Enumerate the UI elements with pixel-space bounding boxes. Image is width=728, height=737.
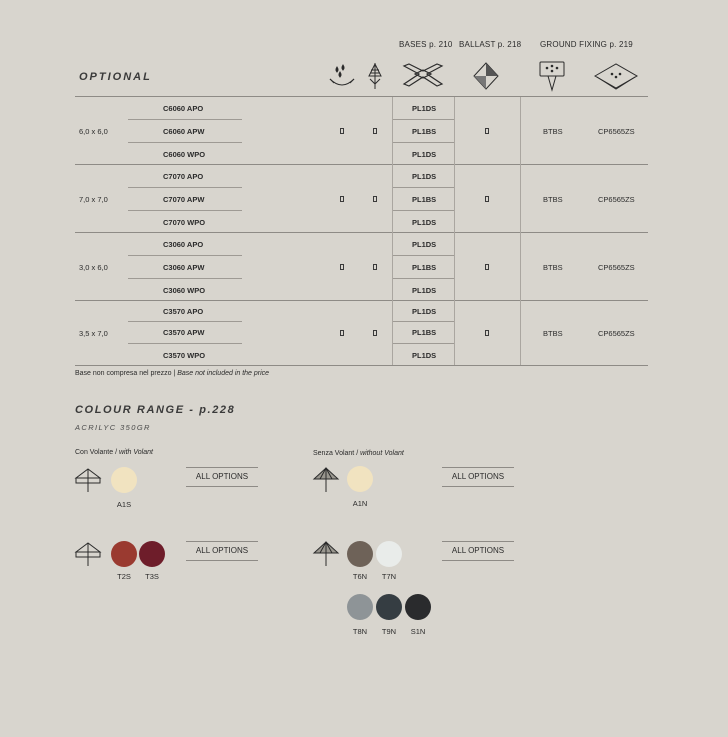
sub-rule — [393, 321, 454, 322]
base-code: PL1BS — [412, 328, 437, 337]
sub-rule — [128, 187, 242, 188]
swatch-a1n[interactable] — [347, 466, 373, 492]
base-code: PL1BS — [412, 263, 437, 272]
model-code: C3060 APO — [163, 240, 204, 249]
wind-check-mark — [373, 330, 377, 336]
model-code: C6060 WPO — [163, 150, 206, 159]
base-code: PL1DS — [412, 172, 437, 181]
cross-base-icon — [401, 62, 445, 90]
bases-column-right-rule — [454, 97, 455, 365]
wind-check-mark — [373, 128, 377, 134]
swatch-t8n[interactable] — [347, 594, 373, 620]
model-code: C3570 WPO — [163, 351, 206, 360]
swatch-label: A1N — [352, 499, 368, 508]
sub-rule — [128, 321, 242, 322]
ground-plate-icon — [593, 62, 639, 90]
all-options-button[interactable]: ALL OPTIONS — [442, 541, 514, 561]
all-options-button[interactable]: ALL OPTIONS — [186, 467, 258, 487]
water-resistant-icon — [328, 63, 356, 89]
umbrella-with-volant-icon — [74, 540, 102, 568]
size-cell: 3,0 x 6,0 — [79, 263, 108, 272]
all-options-button[interactable]: ALL OPTIONS — [442, 467, 514, 487]
without-volant-label-en: without Volant — [360, 450, 404, 457]
table-rule — [75, 164, 648, 165]
model-code: C7070 APO — [163, 172, 204, 181]
without-volant-label — [313, 450, 404, 457]
water-check-mark — [340, 264, 344, 270]
ground-spike-icon — [537, 60, 567, 92]
table-top-rule — [75, 96, 648, 97]
base-code: PL1DS — [412, 351, 437, 360]
all-options-button[interactable]: ALL OPTIONS — [186, 541, 258, 561]
model-code: C6060 APO — [163, 104, 204, 113]
swatch-a1s[interactable] — [111, 467, 137, 493]
swatch-label: A1S — [116, 500, 132, 509]
sub-rule — [128, 119, 242, 120]
model-code: C7070 WPO — [163, 218, 206, 227]
model-code: C3060 WPO — [163, 286, 206, 295]
base-price-note — [75, 370, 269, 377]
swatch-label: T3S — [145, 572, 159, 581]
base-code: PL1DS — [412, 240, 437, 249]
optional-label: OPTIONAL — [79, 71, 152, 83]
ground-fixing-header: GROUND FIXING p. 219 — [540, 40, 633, 49]
sub-rule — [128, 343, 242, 344]
colour-range-subtitle: ACRILYC 350GR — [75, 423, 151, 432]
base-price-note-en: Base not included in the price — [177, 370, 270, 377]
swatch-t9n[interactable] — [376, 594, 402, 620]
base-code: PL1BS — [412, 127, 437, 136]
sub-rule — [128, 255, 242, 256]
bases-column-left-rule — [392, 97, 393, 365]
sub-rule — [393, 142, 454, 143]
model-code: C3570 APW — [163, 328, 205, 337]
swatch-t2s[interactable] — [111, 541, 137, 567]
model-code: C3570 APO — [163, 307, 204, 316]
ground-fixing-spike-code: BTBS — [543, 127, 563, 136]
with-volant-label — [75, 449, 153, 456]
size-cell: 6,0 x 6,0 — [79, 127, 108, 136]
swatch-t7n[interactable] — [376, 541, 402, 567]
model-code: C7070 APW — [163, 195, 205, 204]
sub-rule — [393, 278, 454, 279]
with-volant-label-en: with Volant — [118, 449, 153, 456]
wind-check-mark — [373, 196, 377, 202]
ballast-check-mark — [485, 196, 489, 202]
sub-rule — [393, 187, 454, 188]
base-code: PL1DS — [412, 218, 437, 227]
sub-rule — [393, 119, 454, 120]
sub-rule — [393, 210, 454, 211]
swatch-s1n[interactable] — [405, 594, 431, 620]
base-price-note-it: Base non compresa nel prezzo | — [75, 370, 178, 377]
swatch-label: T6N — [352, 572, 368, 581]
bases-header: BASES p. 210 — [399, 40, 453, 49]
water-check-mark — [340, 128, 344, 134]
size-cell: 3,5 x 7,0 — [79, 329, 108, 338]
ballast-header: BALLAST p. 218 — [459, 40, 522, 49]
ballast-check-mark — [485, 330, 489, 336]
model-code: C6060 APW — [163, 127, 205, 136]
ground-fixing-plate-code: CP6565ZS — [598, 263, 635, 272]
model-code: C3060 APW — [163, 263, 205, 272]
umbrella-without-volant-icon — [312, 539, 340, 567]
base-code: PL1DS — [412, 307, 437, 316]
sub-rule — [393, 255, 454, 256]
table-rule — [75, 232, 648, 233]
base-code: PL1DS — [412, 150, 437, 159]
ground-fixing-spike-code: BTBS — [543, 195, 563, 204]
swatch-t6n[interactable] — [347, 541, 373, 567]
table-bottom-rule — [75, 365, 648, 366]
swatch-label: T9N — [381, 627, 397, 636]
sub-rule — [128, 210, 242, 211]
umbrella-with-volant-icon — [74, 466, 102, 494]
ground-fixing-plate-code: CP6565ZS — [598, 127, 635, 136]
base-code: PL1DS — [412, 286, 437, 295]
ground-fixing-spike-code: BTBS — [543, 263, 563, 272]
swatch-label: S1N — [410, 627, 426, 636]
swatch-t3s[interactable] — [139, 541, 165, 567]
size-cell: 7,0 x 7,0 — [79, 195, 108, 204]
ballast-check-mark — [485, 128, 489, 134]
base-code: PL1DS — [412, 104, 437, 113]
water-check-mark — [340, 330, 344, 336]
ballast-column-right-rule — [520, 97, 521, 365]
umbrella-without-volant-icon — [312, 465, 340, 493]
swatch-label: T8N — [352, 627, 368, 636]
with-volant-label-it: Con Volante / — [75, 449, 119, 456]
swatch-label: T7N — [381, 572, 397, 581]
wind-resistant-icon — [366, 62, 384, 90]
sub-rule — [128, 142, 242, 143]
table-rule — [75, 300, 648, 301]
colour-range-title: COLOUR RANGE - p.228 — [75, 404, 236, 416]
ground-fixing-spike-code: BTBS — [543, 329, 563, 338]
water-check-mark — [340, 196, 344, 202]
ground-fixing-plate-code: CP6565ZS — [598, 329, 635, 338]
sub-rule — [393, 343, 454, 344]
base-code: PL1BS — [412, 195, 437, 204]
without-volant-label-it: Senza Volant / — [313, 450, 361, 457]
wind-check-mark — [373, 264, 377, 270]
ballast-icon — [472, 61, 500, 91]
ground-fixing-plate-code: CP6565ZS — [598, 195, 635, 204]
swatch-label: T2S — [117, 572, 131, 581]
ballast-check-mark — [485, 264, 489, 270]
sub-rule — [128, 278, 242, 279]
